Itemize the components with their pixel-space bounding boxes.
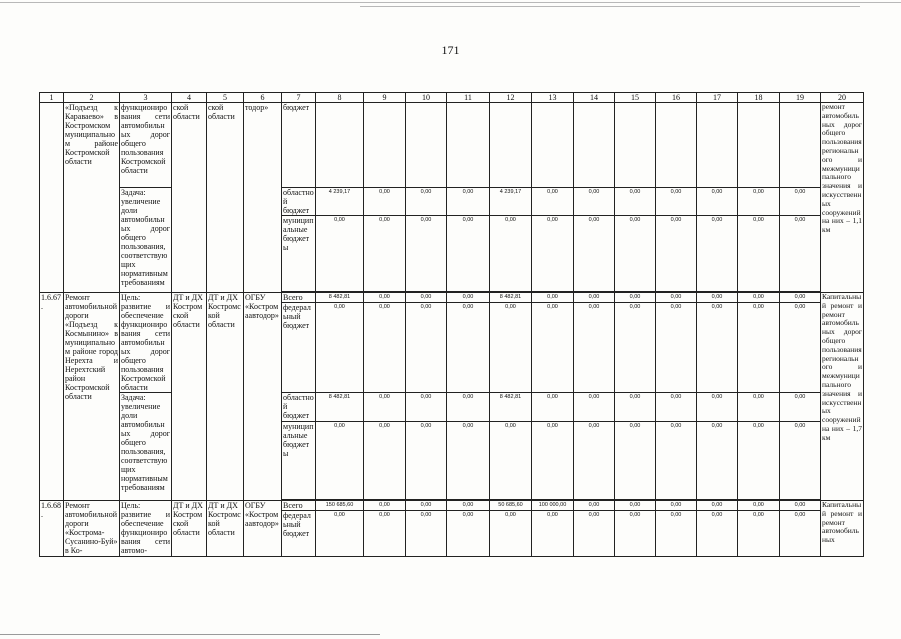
amount-cell: 0,00 [574, 422, 615, 500]
amount-cell: 0,00 [780, 293, 821, 303]
column-number-9: 9 [364, 93, 406, 103]
amount-cell: 0,00 [780, 188, 821, 216]
amount-cell: 0,00 [780, 422, 821, 500]
table-row [40, 393, 864, 422]
amount-cell: 0,00 [697, 303, 738, 393]
amount-cell: 0,00 [656, 188, 697, 216]
amount-cell: 0,00 [697, 501, 738, 511]
amount-cell: 0,00 [615, 303, 656, 393]
amount-cell: 0,00 [780, 511, 821, 557]
goal-cell: функционирования сети автомобильных дорог общего пользования Костромской области [120, 103, 172, 188]
amount-cell: 0,00 [447, 188, 490, 216]
responsible-cell: ской области [172, 103, 207, 293]
amount-cell: 0,00 [406, 188, 447, 216]
amount-cell: 0,00 [615, 501, 656, 511]
table-row [40, 103, 864, 188]
column-number-19: 19 [780, 93, 821, 103]
result-cell: Капитальный ремонт и ремонт автомобильных [821, 501, 864, 557]
amount-cell: 0,00 [316, 303, 364, 393]
amount-cell: 0,00 [656, 422, 697, 500]
column-number-11: 11 [447, 93, 490, 103]
item-number-cell [40, 103, 64, 293]
amount-cell: 0,00 [697, 293, 738, 303]
amount-cell: 0,00 [532, 303, 574, 393]
amount-cell: 0,00 [615, 511, 656, 557]
amount-cell: 50 685,60 [490, 501, 532, 511]
amount-cell: 0,00 [574, 188, 615, 216]
column-number-13: 13 [532, 93, 574, 103]
object-name-cell: Ремонт автомобильной дороги «Подъезд к Космынино» в муниципальном районе город Нерехта и Нерехтский район Костромской области [64, 293, 120, 501]
amount-cell: 0,00 [738, 511, 780, 557]
amount-cell: 0,00 [364, 293, 406, 303]
result-cell: ремонт автомобильных дорог общего пользования регионального и межмуниципального значения и искусственных сооружений на них – 1,1 км [821, 103, 864, 293]
executor-cell: ОГБУ «Костромаавтодор» [244, 293, 282, 501]
fund-source-cell: федеральный бюджет [282, 303, 316, 393]
amount-cell: 0,00 [697, 422, 738, 500]
amount-cell: 0,00 [697, 216, 738, 292]
column-number-8: 8 [316, 93, 364, 103]
amount-cell [490, 103, 532, 188]
amount-cell: 0,00 [656, 501, 697, 511]
amount-cell: 0,00 [615, 393, 656, 422]
fund-source-cell: областной бюджет [283, 393, 314, 420]
amount-cell: 0,00 [697, 393, 738, 422]
amount-cell: 8 482,81 [316, 293, 364, 303]
amount-cell: 0,00 [316, 216, 364, 292]
amount-cell: 0,00 [780, 216, 821, 292]
amount-cell: 0,00 [490, 422, 532, 500]
amount-cell: 0,00 [574, 216, 615, 292]
amount-cell: 4 239,17 [316, 188, 364, 216]
column-number-2: 2 [64, 93, 120, 103]
table-row [40, 501, 864, 511]
scan-top-edge-2 [360, 6, 860, 7]
amount-cell: 0,00 [532, 422, 574, 500]
page-number: 171 [441, 43, 460, 57]
amount-cell: 0,00 [656, 303, 697, 393]
fund-source-cell: бюджет [282, 103, 316, 188]
amount-cell: 0,00 [656, 511, 697, 557]
responsible-cell: ДТ и ДХ Костромской области [172, 501, 207, 557]
amount-cell: 0,00 [615, 293, 656, 303]
amount-cell: 0,00 [780, 393, 821, 422]
item-number-cell: 1.6.67. [40, 293, 64, 501]
amount-cell: 0,00 [447, 293, 490, 303]
executor-cell: ОГБУ «Костромаавтодор» [244, 501, 282, 557]
amount-cell: 0,00 [406, 303, 447, 393]
amount-cell: 0,00 [574, 293, 615, 303]
object-name-cell: «Подъезд к Караваево» в Костромском муниципальном районе Костромской области [64, 103, 120, 293]
amount-cell [738, 103, 780, 188]
amount-cell: 0,00 [406, 293, 447, 303]
column-number-15: 15 [615, 93, 656, 103]
amount-cell [574, 103, 615, 188]
program-table [39, 92, 864, 557]
amount-cell: 0,00 [574, 393, 615, 422]
amount-cell: 0,00 [406, 216, 447, 292]
column-number-4: 4 [172, 93, 207, 103]
column-number-20: 20 [821, 93, 864, 103]
fund-source-cell: Всего [282, 293, 316, 303]
amount-cell: 0,00 [364, 303, 406, 393]
column-number-16: 16 [656, 93, 697, 103]
amount-cell [532, 103, 574, 188]
amount-cell [697, 103, 738, 188]
column-number-6: 6 [244, 93, 282, 103]
amount-cell: 0,00 [656, 293, 697, 303]
column-number-10: 10 [406, 93, 447, 103]
amount-cell: 0,00 [490, 216, 532, 292]
amount-cell: 0,00 [447, 422, 490, 500]
customer-cell: ДТ и ДХ Костромской области [207, 293, 244, 501]
amount-cell: 0,00 [447, 216, 490, 292]
amount-cell: 0,00 [532, 511, 574, 557]
amount-cell [316, 103, 364, 188]
amount-cell: 0,00 [656, 393, 697, 422]
amount-cell: 0,00 [364, 511, 406, 557]
goal-cell: Цель: развитие и обеспечение функционирования сети автомо- [121, 501, 170, 555]
column-number-17: 17 [697, 93, 738, 103]
amount-cell: 150 685,60 [316, 501, 364, 511]
amount-cell: 0,00 [574, 511, 615, 557]
object-name-cell: Ремонт автомобильной дороги «Кострома-Сусанино-Буй» в Ко- [65, 501, 118, 555]
fund-source-cell: муниципальные бюджеты [282, 216, 316, 292]
column-number-3: 3 [120, 93, 172, 103]
amount-cell [780, 103, 821, 188]
amount-cell: 100 000,00 [532, 501, 574, 511]
fund-source-cell: муниципальные бюджеты [282, 422, 316, 500]
task-cell: Задача: увеличение доли автомобильных дорог общего пользования, соответствующих нормативным требованиям [120, 188, 172, 293]
result-cell: Капитальный ремонт и ремонт автомобильных дорог общего пользования регионального и межмуниципального значения и искусственных сооружений на них – 1,7 км [821, 293, 864, 501]
amount-cell: 0,00 [697, 511, 738, 557]
amount-cell: 0,00 [532, 393, 574, 422]
amount-cell: 0,00 [738, 303, 780, 393]
amount-cell: 0,00 [364, 422, 406, 500]
amount-cell: 0,00 [447, 511, 490, 557]
amount-cell: 0,00 [364, 216, 406, 292]
amount-cell: 0,00 [532, 188, 574, 216]
amount-cell: 0,00 [406, 511, 447, 557]
amount-cell: 0,00 [406, 501, 447, 511]
amount-cell: 0,00 [532, 216, 574, 292]
table-row [40, 188, 864, 216]
amount-cell: 0,00 [364, 501, 406, 511]
amount-cell: 8 482,81 [316, 393, 364, 422]
amount-cell: 0,00 [615, 188, 656, 216]
amount-cell: 0,00 [656, 216, 697, 292]
scan-top-edge [0, 2, 901, 3]
column-number-18: 18 [738, 93, 780, 103]
table-row [40, 293, 864, 303]
amount-cell: 4 239,17 [490, 188, 532, 216]
customer-cell: ДТ и ДХ Костромской области [207, 501, 244, 557]
executor-cell: тодор» [244, 103, 282, 293]
amount-cell [406, 103, 447, 188]
column-number-14: 14 [574, 93, 615, 103]
amount-cell: 0,00 [615, 216, 656, 292]
amount-cell: 0,00 [574, 303, 615, 393]
column-number-12: 12 [490, 93, 532, 103]
column-number-row [40, 93, 864, 103]
amount-cell: 0,00 [738, 188, 780, 216]
amount-cell: 0,00 [447, 393, 490, 422]
amount-cell: 0,00 [316, 511, 364, 557]
amount-cell: 0,00 [364, 393, 406, 422]
amount-cell: 0,00 [738, 393, 780, 422]
amount-cell: 0,00 [364, 188, 406, 216]
goal-cell: Цель: развитие и обеспечение функционирования сети автомобильных дорог общего пользования Костромской области [121, 293, 170, 392]
column-number-7: 7 [282, 93, 316, 103]
amount-cell: 8 482,81 [490, 393, 532, 422]
fund-source-cell: Всего [282, 501, 316, 511]
amount-cell: 0,00 [697, 188, 738, 216]
amount-cell: 0,00 [738, 501, 780, 511]
amount-cell: 0,00 [738, 422, 780, 500]
amount-cell: 0,00 [447, 501, 490, 511]
item-number-cell: 1.6.68. [40, 501, 64, 557]
fund-source-cell: областной бюджет [283, 188, 314, 215]
customer-cell: ской области [207, 103, 244, 293]
task-cell: Задача: увеличение доли автомобильных дорог общего пользования, соответствующих нормативным требованиям [120, 393, 172, 501]
scan-bottom-edge [0, 634, 380, 635]
amount-cell: 0,00 [738, 216, 780, 292]
amount-cell [447, 103, 490, 188]
column-number-1: 1 [40, 93, 64, 103]
amount-cell: 0,00 [490, 511, 532, 557]
amount-cell: 0,00 [406, 422, 447, 500]
amount-cell: 0,00 [447, 303, 490, 393]
amount-cell: 0,00 [738, 293, 780, 303]
amount-cell [615, 103, 656, 188]
column-number-5: 5 [207, 93, 244, 103]
amount-cell: 0,00 [574, 501, 615, 511]
amount-cell [364, 103, 406, 188]
amount-cell: 8 482,81 [490, 293, 532, 303]
amount-cell: 0,00 [532, 293, 574, 303]
amount-cell [656, 103, 697, 188]
responsible-cell: ДТ и ДХ Костромской области [172, 293, 207, 501]
amount-cell: 0,00 [490, 303, 532, 393]
amount-cell: 0,00 [780, 303, 821, 393]
amount-cell: 0,00 [615, 422, 656, 500]
amount-cell: 0,00 [406, 393, 447, 422]
amount-cell: 0,00 [780, 501, 821, 511]
fund-source-cell: федеральный бюджет [282, 511, 316, 557]
amount-cell: 0,00 [316, 422, 364, 500]
